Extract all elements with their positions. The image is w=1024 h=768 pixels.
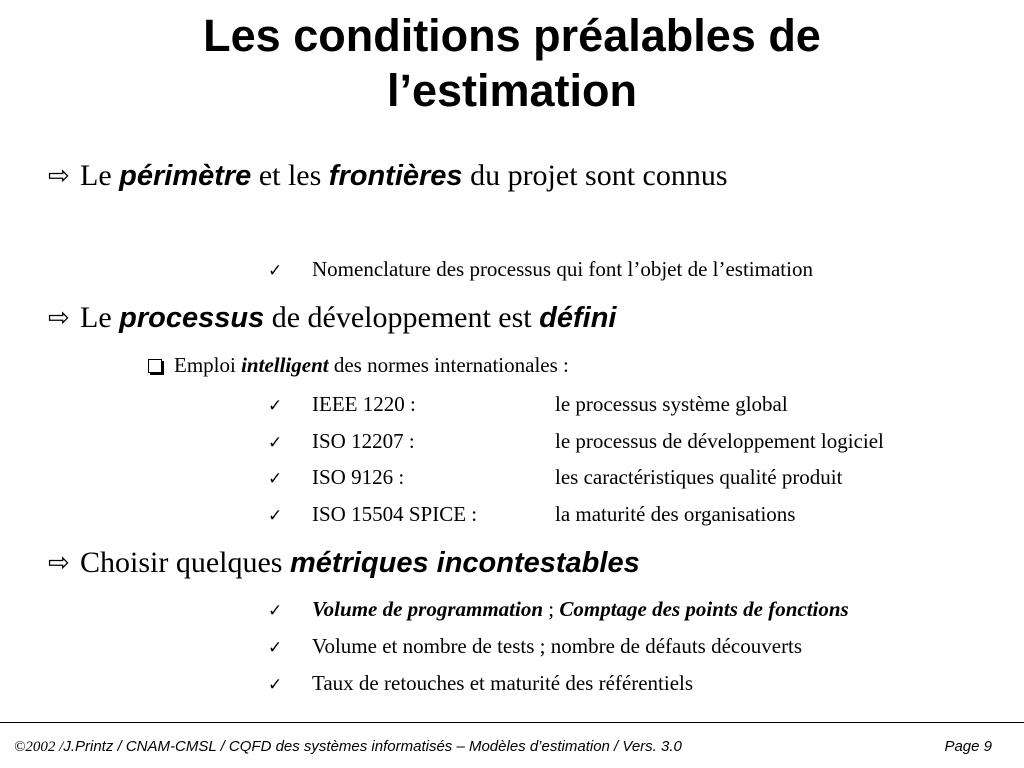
slide-title-line1: Les conditions préalables de [203,10,821,61]
footer-divider [0,722,1024,723]
bullet-perimetre [48,152,988,200]
bullet-processus [48,294,988,342]
emphasis-perimetre: périmètre [119,160,252,192]
bullet-text: Le [80,301,120,334]
right-arrow-icon: ⇨ [48,303,70,332]
bullet-text: Le [80,159,120,192]
standard-description: les caractéristiques qualité produit [555,465,843,489]
sub-bullet-text: Emploi [174,353,242,377]
check-item-text: Taux de retouches et maturité des référentiels [312,671,694,695]
check-item-nomenclature [268,255,813,285]
checkmark-icon: ✓ [268,469,283,489]
check-item-tests [268,632,802,662]
checkmark-icon: ✓ [268,638,283,658]
standard-label: ISO 9126 : [312,465,405,489]
standard-description: la maturité des organisations [555,502,796,526]
check-item-text: Nomenclature des processus qui font l’objet de l’estimation [312,257,813,281]
bullet-text: Choisir quelques [80,546,290,579]
slide-title-line2: l’estimation [386,65,638,116]
check-item-text: Volume et nombre de tests ; nombre de défauts découverts [312,634,803,658]
emphasis-volume-programmation: Volume de programmation [312,597,544,621]
footer-copyright: ©2002 / [14,739,64,755]
checkmark-icon: ✓ [268,261,283,281]
page-number: Page 9 [944,738,992,755]
sub-bullet-normes [148,351,569,379]
check-item-retouches [268,669,693,699]
right-arrow-icon: ⇨ [48,161,70,190]
footer-text: J.Printz / CNAM-CMSL / CQFD des systèmes informatisés – Modèles d’estimation / Vers. 3.0 [63,738,682,755]
emphasis-frontieres: frontières [328,160,463,192]
bullet-text: de développement est [264,301,540,334]
checkmark-icon: ✓ [268,396,283,416]
slide-title [0,8,1024,118]
emphasis-defini: défini [539,302,617,334]
checkmark-icon: ✓ [268,675,283,695]
standard-label: ISO 15504 SPICE : [312,502,478,526]
check-item-separator: ; [543,597,560,621]
standard-row-iso15504 [268,500,795,530]
standard-description: le processus système global [555,392,788,416]
checkmark-icon: ✓ [268,506,283,526]
sub-bullet-text: des normes internationales : [328,353,569,377]
checkmark-icon: ✓ [268,433,283,453]
emphasis-processus: processus [119,302,265,334]
standard-description: le processus de développement logiciel [555,429,884,453]
bullet-text: et les [251,159,329,192]
standard-row-ieee1220 [268,390,788,420]
bullet-metriques [48,539,988,587]
emphasis-comptage-points: Comptage des points de fonctions [559,597,849,621]
standard-label: IEEE 1220 : [312,392,416,416]
check-item-volume-programmation [268,595,849,625]
emphasis-metriques: métriques incontestables [290,547,640,579]
checkmark-icon: ✓ [268,601,283,621]
bullet-text: du projet sont connus [462,159,728,192]
emphasis-intelligent: intelligent [241,353,329,377]
standard-row-iso9126 [268,463,842,493]
right-arrow-icon: ⇨ [48,548,70,577]
slide-footer [14,738,1014,756]
standard-row-iso12207 [268,427,884,457]
standard-label: ISO 12207 : [312,429,415,453]
square-bullet-icon [148,359,162,373]
